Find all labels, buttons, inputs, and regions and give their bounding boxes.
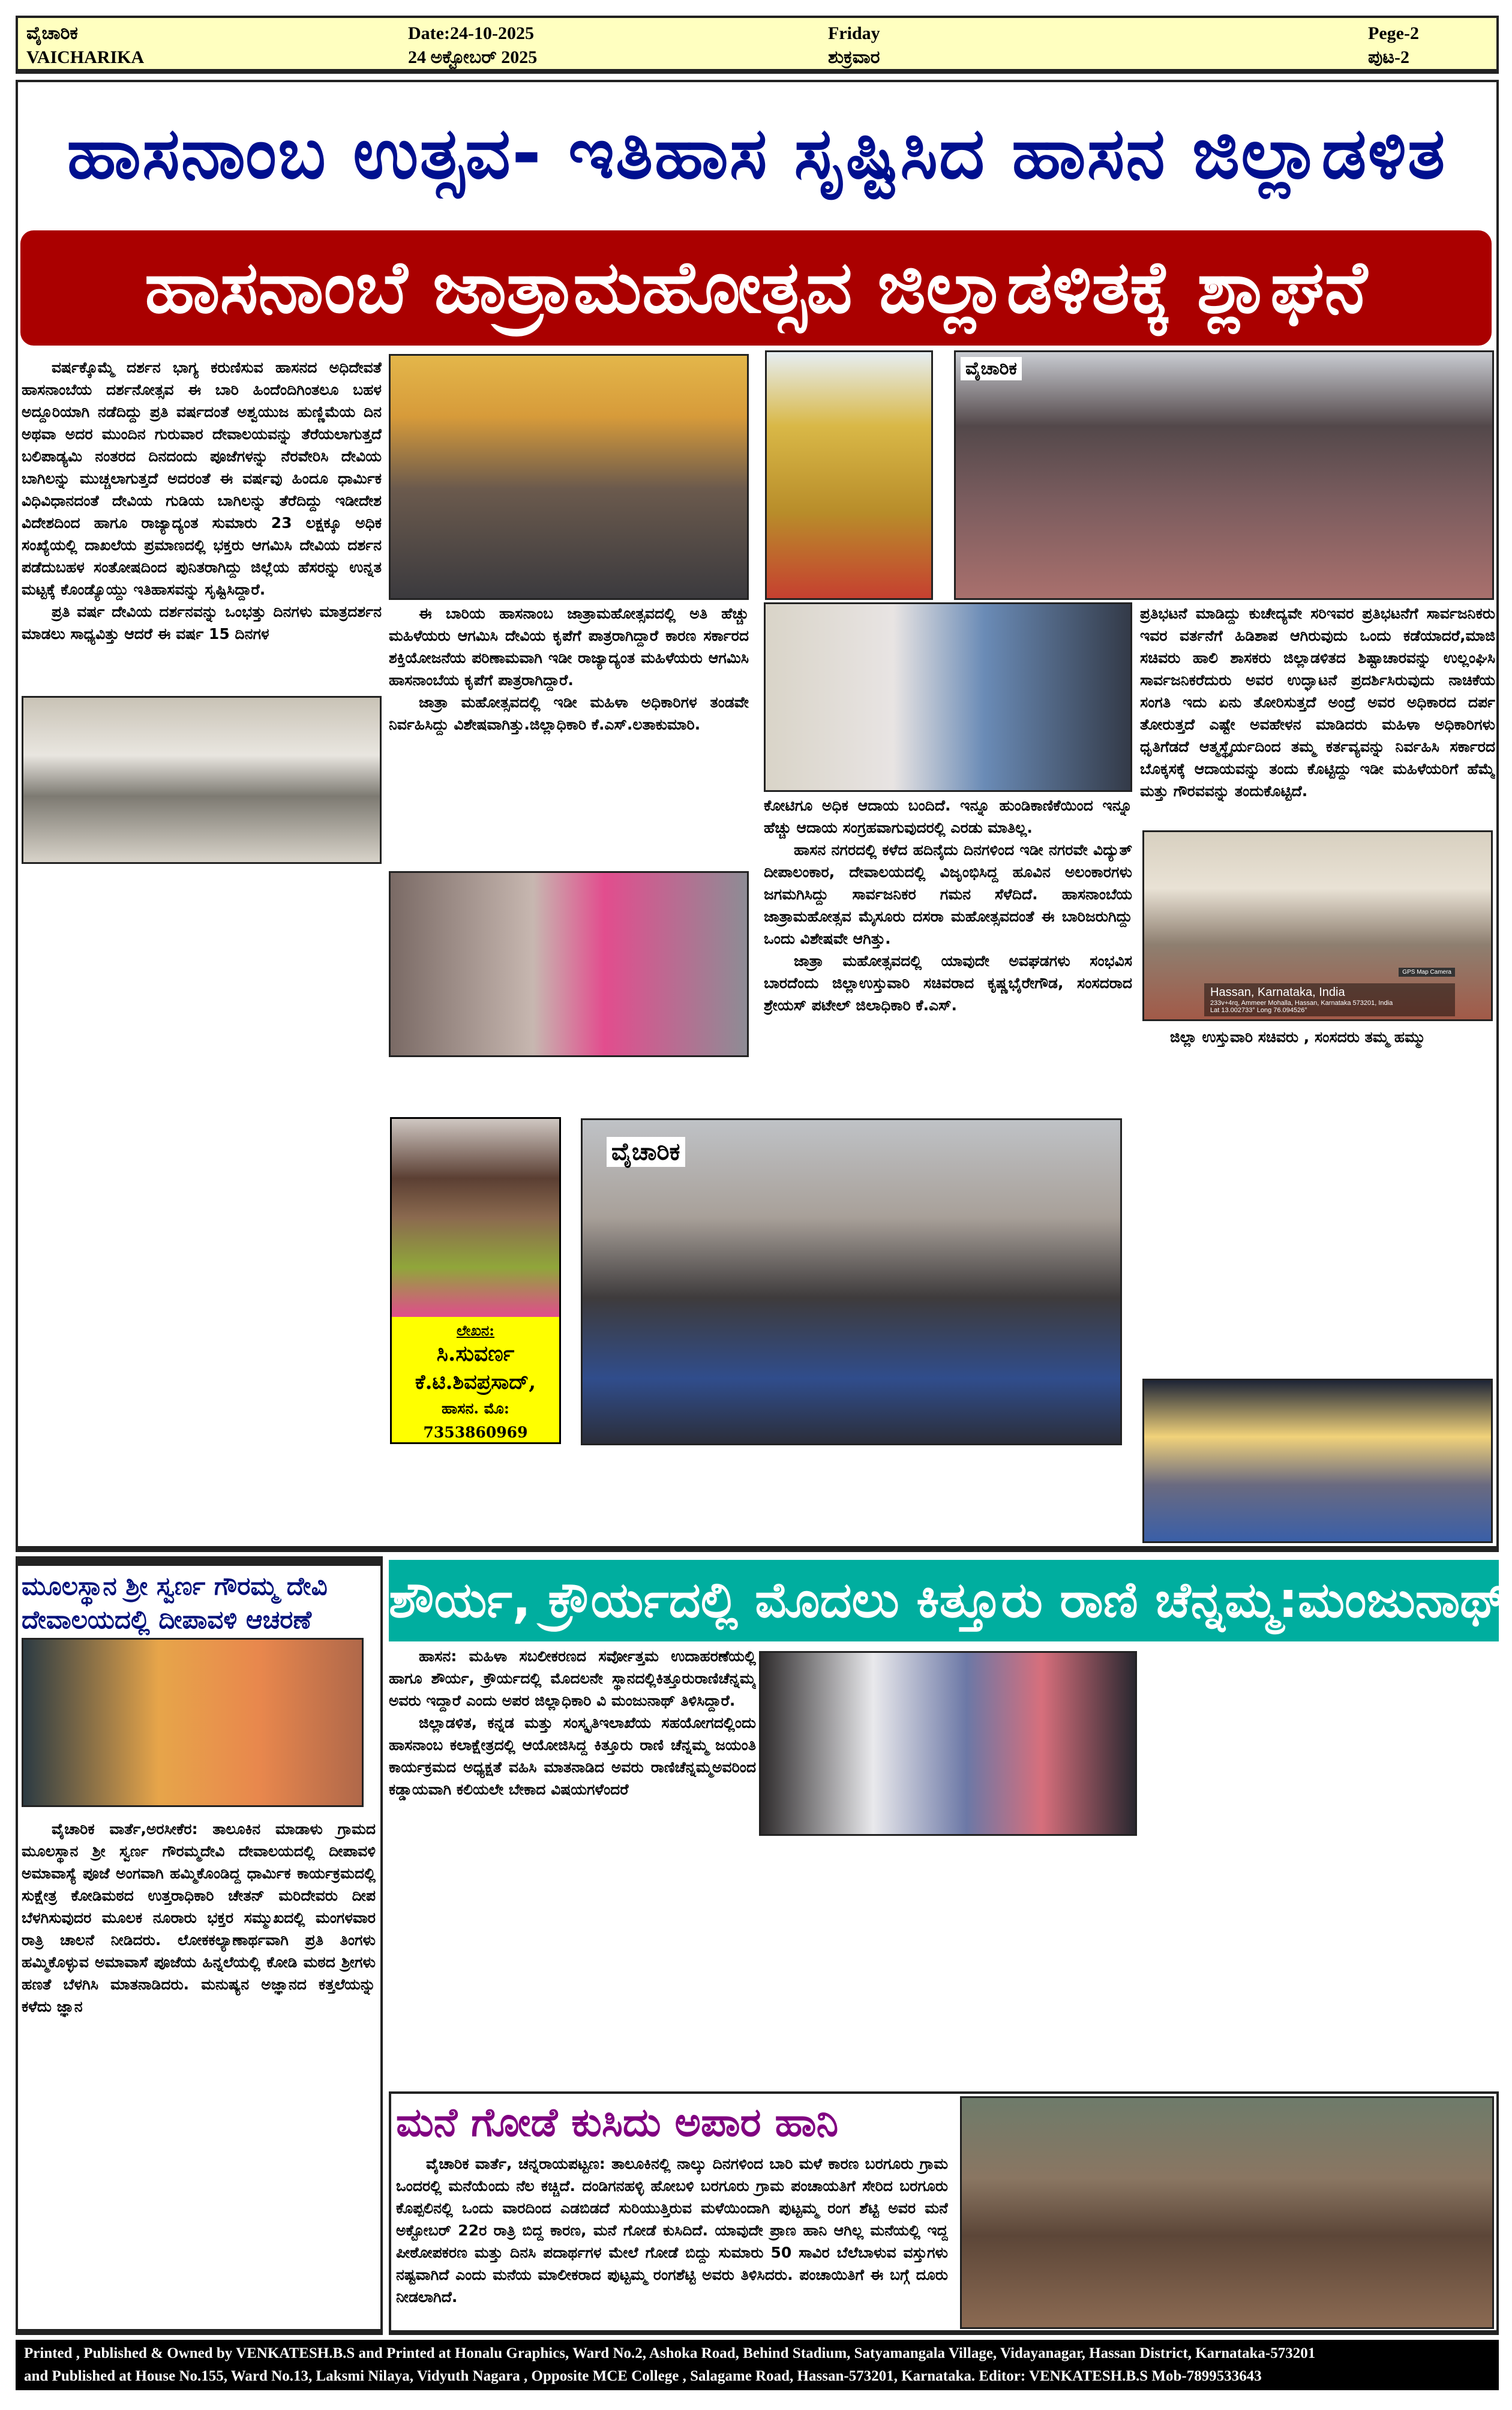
author-name-2: ಕೆ.ಟಿ.ಶಿವಪ್ರಸಾದ್,	[415, 1370, 536, 1394]
paper-name	[26, 22, 144, 70]
house-story-body	[396, 2153, 948, 2330]
temple-tower-photo	[765, 350, 933, 600]
weekday-kannada: ಶುಕ್ರವಾರ	[828, 47, 880, 67]
devotees-queue-photo	[954, 350, 1494, 600]
temple-story-headline	[22, 1569, 376, 1637]
headline-line: ದೇವಾಲಯದಲ್ಲಿ ದೀಪಾವಳಿ ಆಚರಣೆ	[22, 1605, 312, 1634]
paragraph: ಪ್ರತಿಭಟನೆ ಮಾಡಿದ್ದು ಕುಚೇದ್ಯವೇ ಸರಿಇವರ ಪ್ರತಿಭಟನೆಗೆ ಸಾರ್ವಜನಿಕರು ಇವರ ವರ್ತನೆಗೆ ಹಿಡಿಶಾಪ ಆಗಿರುವುದು ಒಂದು ಕಡೆಯಾದರೆ,ಮಾಜಿ ಸಚಿವರು ಹಾಲಿ ಶಾಸಕರು ಜಿಲ್ಲಾಡಳಿತದ ಶಿಷ್ಟಾಚಾರವನ್ನು ಉಲ್ಲಂಘಿಸಿ ಸಾರ್ವಜನಿಕರೆದುರು ಅವರ ಉದ್ಘಾಟನೆ ಪ್ರದರ್ಶಿಸಿರುವುದು ನಾಚಿಕೆಯ ಸಂಗತಿ ಇದು ಏನು ತೋರಿಸುತ್ತದೆ ಅಂದ್ರೆ ಅವರ ಅಧಿಕಾರದ ದರ್ಪ ತೋರುತ್ತದೆ ಎಷ್ಟೇ ಅವಹೇಳನ ಮಾಡಿದರು ಮಹಿಳಾ ಅಧಿಕಾರಿಗಳು ಧೃತಿಗೆಡದೆ ಆತ್ಮಸ್ಥೈರ್ಯದಿಂದ ತಮ್ಮ ಕರ್ತವ್ಯವನ್ನು ನಿರ್ವಹಿಸಿ ಸರ್ಕಾರದ ಬೊಕ್ಕಸಕ್ಕೆ ಆದಾಯವನ್ನು ತಂದು ಕೊಟ್ಟಿದ್ದು ಇಡೀ ಮಹಿಳೆಯರಿಗೆ ಹೆಮ್ಮೆ ಮತ್ತು ಗೌರವವನ್ನು ತಂದುಕೊಟ್ಟಿದೆ.	[1140, 605, 1495, 800]
illuminated-temple-photo	[1142, 1379, 1493, 1543]
lead-column-3-bottom	[764, 1451, 1132, 1544]
geotag-overlay	[1204, 983, 1455, 1016]
headline-line: ಮೂಲಸ್ಥಾನ ಶ್ರೀ ಸ್ವರ್ಣ ಗೌರಮ್ಮ ದೇವಿ	[22, 1571, 328, 1601]
paragraph: ಈ ಬಾರಿಯ ಹಾಸನಾಂಬ ಜಾತ್ರಾಮಹೋತ್ಸವದಲ್ಲಿ ಅತಿ ಹೆಚ್ಚು ಮಹಿಳೆಯರು ಆಗಮಿಸಿ ದೇವಿಯ ಕೃಪೆಗೆ ಪಾತ್ರರಾಗಿದ್ದಾರೆ ಕಾರಣ ಸರ್ಕಾರದ ಶಕ್ತಿಯೋಜನೆಯ ಪರಿಣಾಮವಾಗಿ ಇಡೀ ರಾಜ್ಯಾದ್ಯಂತ ಮಹಿಳೆಯರು ಆಗಮಿಸಿ ಹಾಸನಾಂಬೆಯ ಕೃಪೆಗೆ ಪಾತ್ರರಾಗಿದ್ದಾರೆ.	[389, 605, 749, 689]
paper-name-kannada: ವೈಚಾರಿಕ	[26, 23, 78, 43]
weekday	[828, 22, 880, 70]
lead-kicker-headline: ಹಾಸನಾಂಬ ಉತ್ಸವ- ಇತಿಹಾಸ ಸೃಷ್ಟಿಸಿದ ಹಾಸನ ಜಿಲ್ಲಾಡಳಿತ	[67, 112, 1447, 194]
author-label: ಲೇಖನ:	[456, 1322, 495, 1339]
page-number-kannada: ಪುಟ-2	[1368, 47, 1410, 67]
geotag-address: 233v+4rq, Ammeer Mohalla, Hassan, Karnataka 573201, India	[1210, 1000, 1393, 1007]
lamp-lighting-photo	[22, 1638, 364, 1807]
lead-column-1-top	[22, 356, 382, 692]
paragraph: ಪ್ರತಿ ವರ್ಷ ದೇವಿಯ ದರ್ಶನವನ್ನು ಒಂಭತ್ತು ದಿನಗಳು ಮಾತ್ರದರ್ಶನ ಮಾಡಲು ಸಾಧ್ಯವಿತ್ತು ಆದರೆ ಈ ವರ್ಷ 15 ದಿನಗಳ	[22, 603, 382, 643]
jayanti-event-photo	[759, 1651, 1137, 1836]
crowd-officer-photo	[764, 602, 1132, 792]
chennamma-story-column-2	[759, 1838, 1137, 2089]
lead-column-2-mid	[389, 1060, 749, 1110]
geotag-title: Hassan, Karnataka, India	[1210, 986, 1345, 999]
house-story-headline: ಮನೆ ಗೋಡೆ ಕುಸಿದು ಅಪಾರ ಹಾನಿ	[396, 2099, 839, 2145]
author-caption	[392, 1317, 559, 1442]
watermark-logo: ವೈಚಾರಿಕ	[961, 357, 1022, 380]
geotag-coords: Lat 13.002733° Long 76.094526°	[1210, 1007, 1307, 1014]
lead-column-2-bottom	[389, 1451, 749, 1544]
date	[408, 22, 537, 70]
lead-column-3	[764, 794, 1132, 1112]
lead-headline-banner: ಹಾಸನಾಂಬೆ ಜಾತ್ರಾಮಹೋತ್ಸವ ಜಿಲ್ಲಾಡಳಿತಕ್ಕೆ ಶ್ಲಾಘನೆ	[20, 230, 1492, 346]
paragraph: ಜಾತ್ರಾ ಮಹೋತ್ಸವದಲ್ಲಿ ಯಾವುದೇ ಅವಘಡಗಳು ಸಂಭವಿಸ ಬಾರದೆಂದು ಜಿಲ್ಲಾಉಸ್ತುವಾರಿ ಸಚಿವರಾದ ಕೃಷ್ಣಭೈರೇಗೌಡ, ಸಂಸದರಾದ ಶ್ರೇಯಸ್ ಪಟೇಲ್ ಜಿಲಾಧಿಕಾರಿ ಕೆ.ಎಸ್.	[764, 952, 1132, 1014]
author-box	[390, 1117, 561, 1444]
temple-story-body	[22, 1818, 376, 2328]
chennamma-story-column-3	[1140, 1645, 1495, 2089]
author-contact: ಹಾಸನ. ಮೊ: 7353860969	[423, 1400, 528, 1441]
date-kannada: 24 ಅಕ್ಟೋಬರ್ 2025	[408, 47, 538, 67]
chennamma-story-column-1	[389, 1645, 756, 2089]
officials-greeting-photo	[389, 871, 749, 1057]
temple-crowd-photo	[389, 354, 749, 600]
paragraph: ಹಾಸನ: ಮಹಿಳಾ ಸಬಲೀಕರಣದ ಸರ್ವೋತ್ತಮ ಉದಾಹರಣೆಯಲ್ಲಿ ಹಾಗೂ ಶೌರ್ಯ, ಕ್ರೌರ್ಯದಲ್ಲಿ ಮೊದಲನೇ ಸ್ಥಾನದಲ್ಲಿಕಿತ್ತೂರುರಾಣಿಚೆನ್ನಮ್ಮ ಅವರು ಇದ್ದಾರೆ ಎಂದು ಅಪರ ಜಿಲ್ಲಾಧಿಕಾರಿ ವಿ ಮಂಜುನಾಥ್ ತಿಳಿಸಿದ್ದಾರೆ.	[389, 1647, 756, 1709]
date-english: Date:24-10-2025	[408, 23, 534, 43]
paragraph: ಕೋಟಿಗೂ ಅಧಿಕ ಆದಾಯ ಬಂದಿದೆ. ಇನ್ನೂ ಹುಂಡಿಕಾಣಿಕೆಯಿಂದ ಇನ್ನೂ ಹೆಚ್ಚು ಆದಾಯ ಸಂಗ್ರಹವಾಗುವುದರಲ್ಲಿ ಎರಡು ಮಾತಿಲ್ಲ.	[764, 797, 1132, 836]
imprint-footer	[16, 2340, 1499, 2390]
geotagged-inspection-photo	[1142, 830, 1493, 1021]
paragraph: ಹಾಸನ ನಗರದಲ್ಲಿ ಕಳೆದ ಹದಿನೈದು ದಿನಗಳಿಂದ ಇಡೀ ನಗರವೇ ವಿದ್ಯುತ್ ದೀಪಾಲಂಕಾರ, ದೇವಾಲಯದಲ್ಲಿ ವಿಜೃಂಭಿಸಿದ್ದ ಹೂವಿನ ಅಲಂಕಾರಗಳು ಜಗಮಗಿಸಿದ್ದು ಸಾರ್ವಜನಿಕರ ಗಮನ ಸೆಳೆದಿದೆ. ಹಾಸನಾಂಬೆಯ ಜಾತ್ರಾಮಹೋತ್ಸವ ಮೈಸೂರು ದಸರಾ ಮಹೋತ್ಸವದಂತೆ ಈ ಬಾರಿಜರುಗಿದ್ದು ಒಂದು ವಿಶೇಷವೇ ಆಗಿತ್ತು.	[764, 841, 1132, 947]
gps-camera-badge: GPS Map Camera	[1399, 968, 1455, 977]
paragraph: ಜಿಲ್ಲಾ ಉಸ್ತುವಾರಿ ಸಚಿವರು , ಸಂಸದರು ತಮ್ಮ ಹಮ್ಮು	[1170, 1028, 1426, 1046]
paper-name-english: VAICHARIKA	[26, 47, 145, 67]
paragraph: ಜಿಲ್ಲಾಡಳಿತ, ಕನ್ನಡ ಮತ್ತು ಸಂಸ್ಕೃತಿಇಲಾಖೆಯ ಸಹಯೋಗದಲ್ಲಿಂದು ಹಾಸನಾಂಬ ಕಲಾಕ್ಷೇತ್ರದಲ್ಲಿ ಆಯೋಜಿಸಿದ್ದ ಕಿತ್ತೂರು ರಾಣಿ ಚೆನ್ನಮ್ಮ ಜಯಂತಿ ಕಾರ್ಯಕ್ರಮದ ಅಧ್ಯಕ್ಷತೆ ವಹಿಸಿ ಮಾತನಾಡಿದ ಅವರು ರಾಣಿಚೆನ್ನಮ್ಮಅವರಿಂದ ಕಡ್ಡಾಯವಾಗಿ ಕಲಿಯಲೇ ಬೇಕಾದ ವಿಷಯಗಳೆಂದರೆ	[389, 1714, 756, 1798]
lead-column-4-top	[1140, 602, 1495, 826]
collapsed-house-photo	[960, 2096, 1494, 2329]
watermark-logo: ವೈಚಾರಿಕ	[607, 1137, 685, 1167]
paragraph: ವರ್ಷಕ್ಕೊಮ್ಮೆ ದರ್ಶನ ಭಾಗ್ಯ ಕರುಣಿಸುವ ಹಾಸನದ ಅಧಿದೇವತೆ ಹಾಸನಾಂಬೆಯ ದರ್ಶನೋತ್ಸವ ಈ ಬಾರಿ ಹಿಂದೆಂದಿಗಿಂತಲೂ ಬಹಳ ಅದ್ದೂರಿಯಾಗಿ ನಡೆದಿದ್ದು ಪ್ರತಿ ವರ್ಷದಂತೆ ಅಶ್ವಯುಜ ಹುಣ್ಣಿಮೆಯ ದಿನ ಅಥವಾ ಅದರ ಮುಂದಿನ ಗುರುವಾರ ದೇವಾಲಯವನ್ನು ತೆರೆಯಲಾಗುತ್ತದೆ ಬಲಿಪಾಡ್ಯಮಿ ನಂತರದ ದಿನದಂದು ಪೂಜೆಗಳನ್ನು ನೆರವೇರಿಸಿ ದೇವಿಯ ಬಾಗಿಲನ್ನು ಮುಚ್ಚಲಾಗುತ್ತದೆ ಅದರಂತೆ ಈ ವರ್ಷವು ಹಿಂದೂ ಧಾರ್ಮಿಕ ವಿಧಿವಿಧಾನದಂತೆ ದೇವಿಯ ಗುಡಿಯ ಬಾಗಿಲನ್ನು ತೆರೆದಿದ್ದು ಇಡೀದೇಶ ವಿದೇಶದಿಂದ ಹಾಗೂ ರಾಜ್ಯಾದ್ಯಂತ ಸುಮಾರು 23 ಲಕ್ಷಕ್ಕೂ ಅಧಿಕ ಸಂಖ್ಯೆಯಲ್ಲಿ ದಾಖಲೆಯ ಪ್ರಮಾಣದಲ್ಲಿ ಭಕ್ತರು ಆಗಮಿಸಿ ದೇವಿಯ ದರ್ಶನ ಪಡೆದುಬಹಳ ಸಂತೋಷದಿಂದ ಪುನಿತರಾಗಿದ್ದು ಜಿಲ್ಲೆಯ ಹೆಸರನ್ನು ಉನ್ನತ ಮಟ್ಟಕ್ಕೆ ಕೊಂಡ್ಯೊಯ್ದು ಇತಿಹಾಸವನ್ನು ಸೃಷ್ಟಿಸಿದ್ದಾರೆ.	[22, 359, 382, 598]
officials-group-photo	[22, 696, 382, 864]
author-name-1: ಸಿ.ಸುವರ್ಣ	[436, 1341, 515, 1366]
imprint-line-2: and Published at House No.155, Ward No.13, Laksmi Nilaya, Vidyuth Nagara , Opposite MCE College , Salagame Road, Hassan-573201, Karnataka. Editor: VENKATESH.B.S Mob-7899533643	[24, 2368, 1262, 2384]
lead-column-1-bottom	[22, 869, 382, 1544]
lead-column-4-bottom	[1140, 1026, 1495, 1375]
paragraph: ವೈಚಾರಿಕ ವಾರ್ತೆ,ಅರಸೀಕೆರ: ತಾಲೂಕಿನ ಮಾಡಾಳು ಗ್ರಾಮದ ಮೂಲಸ್ಥಾನ ಶ್ರೀ ಸ್ವರ್ಣ ಗೌರಮ್ಮದೇವಿ ದೇವಾಲಯದಲ್ಲಿ ದೀಪಾವಳಿ ಅಮಾವಾಸ್ಯೆ ಪೂಜೆ ಅಂಗವಾಗಿ ಹಮ್ಮಿಕೊಂಡಿದ್ದ ಧಾರ್ಮಿಕ ಕಾರ್ಯಕ್ರಮದಲ್ಲಿ ಸುಕ್ಷೇತ್ರ ಕೋಡಿಮಠದ ಉತ್ತರಾಧಿಕಾರಿ ಚೇತನ್ ಮರಿದೇವರು ದೀಪ ಬೆಳಗಿಸುವುದರ ಮೂಲಕ ನೂರಾರು ಭಕ್ತರ ಸಮ್ಮುಖದಲ್ಲಿ ಮಂಗಳವಾರ ರಾತ್ರಿ ಚಾಲನೆ ನೀಡಿದರು. ಲೋಕಕಲ್ಯಾಣಾರ್ಥವಾಗಿ ಪ್ರತಿ ತಿಂಗಳು ಹಮ್ಮಿಕೊಳ್ಳುವ ಅಮಾವಾಸೆ ಪೂಜೆಯ ಹಿನ್ನಲೆಯಲ್ಲಿ ಕೋಡಿ ಮಠದ ಶ್ರೀಗಳು ಹಣತೆ ಬೆಳಗಿಸಿ ಮಾತನಾಡಿದರು. ಮನುಷ್ಯನ ಅಜ್ಞಾನದ ಕತ್ತಲೆಯನ್ನು ಕಳೆದು ಜ್ಞಾನ	[22, 1820, 376, 2015]
masthead-bar	[16, 16, 1499, 74]
paragraph: ಜಾತ್ರಾ ಮಹೋತ್ಸವದಲ್ಲಿ ಇಡೀ ಮಹಿಳಾ ಅಧಿಕಾರಿಗಳ ತಂಡವೇ ನಿರ್ವಹಿಸಿದ್ದು ವಿಶೇಷವಾಗಿತ್ತು.ಜಿಲ್ಲಾಧಿಕಾರಿ ಕೆ.ಎಸ್.ಲತಾಕುಮಾರಿ.	[389, 694, 749, 733]
page-number	[1368, 22, 1419, 70]
page-number-english: Pege-2	[1368, 23, 1419, 43]
paragraph: ವೈಚಾರಿಕ ವಾರ್ತೆ, ಚನ್ನರಾಯಪಟ್ಟಣ: ತಾಲೂಕಿನಲ್ಲಿ ನಾಲ್ಕು ದಿನಗಳಿಂದ ಬಾರಿ ಮಳೆ ಕಾರಣ ಬರಗೂರು ಗ್ರಾಮ ಒಂದರಲ್ಲಿ ಮನೆಯೆಂದು ನೆಲ ಕಚ್ಚಿದೆ. ದಂಡಿಗನಹಳ್ಳಿ ಹೋಬಳಿ ಬರಗೂರು ಗ್ರಾಮ ಪಂಚಾಯತಿಗೆ ಸೇರಿದ ಬರಗೂರು ಕೊಪ್ಪಲಿನಲ್ಲಿ ಒಂದು ವಾರದಿಂದ ಎಡಬಿಡದೆ ಸುರಿಯುತ್ತಿರುವ ಮಳೆಯಿಂದಾಗಿ ಪುಟ್ಟಮ್ಮ ರಂಗ ಶೆಟ್ಟಿ ಅವರ ಮನೆ ಅಕ್ಟೋಬರ್ 22ರ ರಾತ್ರಿ ಬಿದ್ದ ಕಾರಣ, ಮನೆ ಗೋಡೆ ಕುಸಿದಿದೆ. ಯಾವುದೇ ಪ್ರಾಣ ಹಾನಿ ಆಗಿಲ್ಲ ಮನೆಯಲ್ಲಿ ಇದ್ದ ಪೀಠೋಪಕರಣ ಮತ್ತು ದಿನಸಿ ಪದಾರ್ಥಗಳ ಮೇಲೆ ಗೋಡೆ ಬಿದ್ದು ಸುಮಾರು 50 ಸಾವಿರ ಬೆಲೆಬಾಳುವ ವಸ್ತುಗಳು ನಷ್ಟವಾಗಿದೆ ಎಂದು ಮನೆಯ ಮಾಲೀಕರಾದ ಪುಟ್ಟಮ್ಮ ರಂಗಶೆಟ್ಟಿ ಅವರು ತಿಳಿಸಿದರು. ಪಂಚಾಯಿತಿಗೆ ಈ ಬಗ್ಗೆ ದೂರು ನೀಡಲಾಗಿದೆ.	[396, 2155, 948, 2306]
imprint-line-1: Printed , Published & Owned by VENKATESH.B.S and Printed at Honalu Graphics, Ward No.2, Ashoka Road, Behind Stadium, Satyamangala Village, Vidayanagar, Hassan District, Karnataka-573201	[24, 2345, 1316, 2361]
lead-column-2-top	[389, 602, 749, 869]
weekday-english: Friday	[828, 23, 880, 43]
chennamma-headline-banner: ಶೌರ್ಯ, ಕ್ರೌರ್ಯದಲ್ಲಿ ಮೊದಲು ಕಿತ್ತೂರು ರಾಣಿ ಚೆನ್ನಮ್ಮ:ಮಂಜುನಾಥ್	[389, 1560, 1499, 1641]
author-photo	[392, 1119, 559, 1317]
officials-barricade-photo	[581, 1118, 1122, 1445]
